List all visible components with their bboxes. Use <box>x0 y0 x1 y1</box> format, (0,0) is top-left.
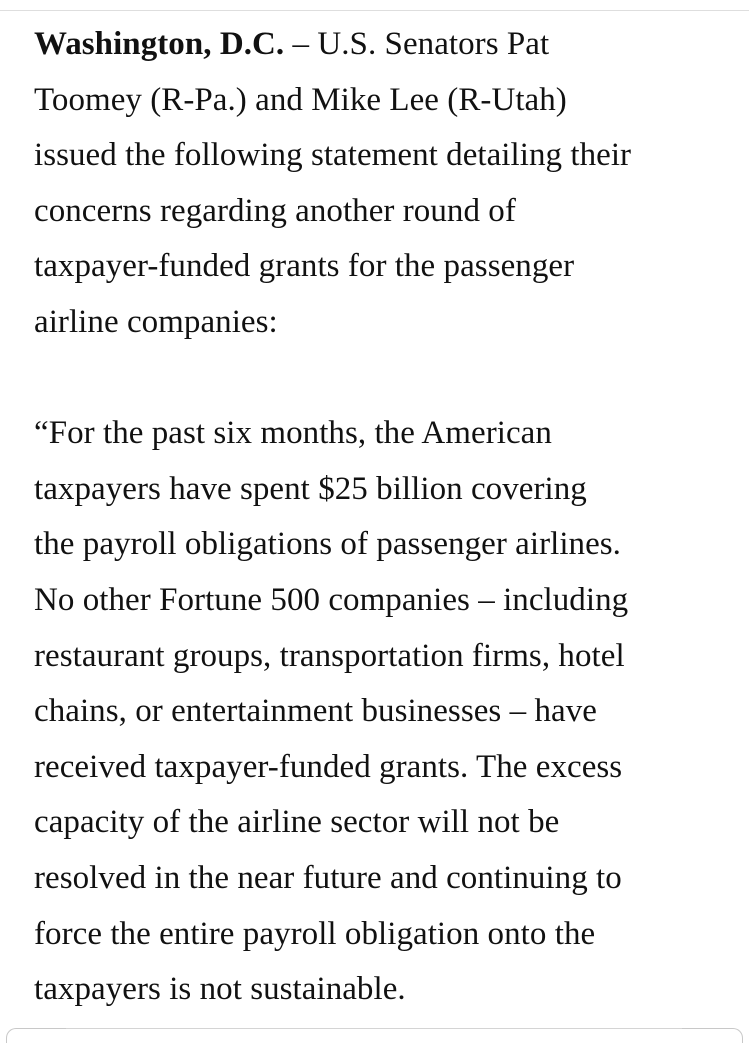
text-line: taxpayer-funded grants for the passenger <box>34 248 575 285</box>
text-line: resolved in the near future and continuing to <box>34 859 622 896</box>
top-divider <box>0 0 749 11</box>
bottom-panel-edge <box>0 1024 749 1034</box>
press-release-body <box>34 17 739 1018</box>
text-line: the payroll obligations of passenger airlines. <box>34 526 621 563</box>
panel-edge-line <box>66 1028 683 1029</box>
intro-paragraph <box>34 17 739 351</box>
text-line: “For the past six months, the American <box>34 415 552 452</box>
text-line: concerns regarding another round of <box>34 192 516 229</box>
panel-corner-left <box>6 1028 67 1043</box>
text-line: capacity of the airline sector will not be <box>34 804 560 841</box>
panel-corner-right <box>682 1028 743 1043</box>
text-line: force the entire payroll obligation onto the <box>34 915 596 952</box>
text-line: Toomey (R-Pa.) and Mike Lee (R-Utah) <box>34 81 567 118</box>
quote-paragraph <box>34 406 739 1018</box>
text-line: taxpayers is not sustainable. <box>34 971 406 1008</box>
text-line: restaurant groups, transportation firms, hotel <box>34 637 625 674</box>
text-line: chains, or entertainment businesses – have <box>34 693 597 730</box>
text-line: taxpayers have spent $25 billion covering <box>34 470 587 507</box>
text-line: – U.S. Senators Pat <box>284 26 550 62</box>
text-line: issued the following statement detailing their <box>34 137 632 174</box>
text-line: No other Fortune 500 companies – including <box>34 581 629 618</box>
text-line: airline companies: <box>34 303 278 340</box>
dateline: Washington, D.C. <box>34 26 285 62</box>
text-line: received taxpayer-funded grants. The excess <box>34 748 623 785</box>
